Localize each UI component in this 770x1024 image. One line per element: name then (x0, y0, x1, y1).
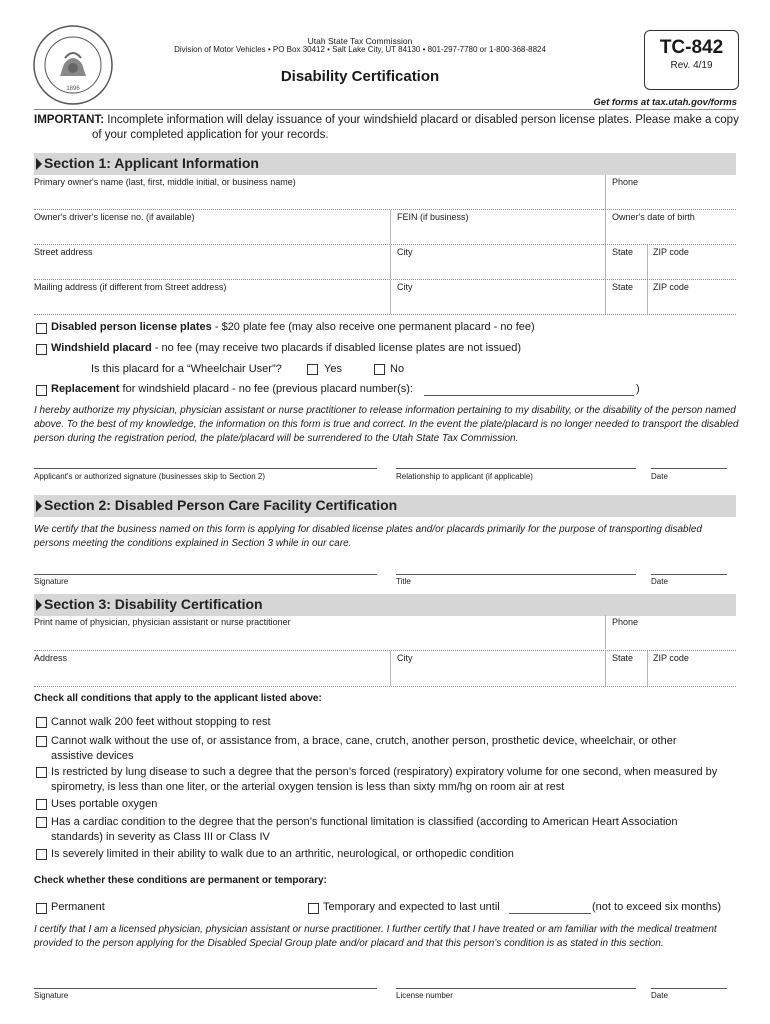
physician-date-label: Date (651, 991, 668, 1000)
condition-2-text: Cannot walk without the use of, or assistance from, a brace, cane, crutch, another person, prosthetic device, wheelchair, or other assistive devices (51, 735, 677, 762)
condition-6-checkbox[interactable] (36, 849, 47, 860)
physician-signature-line[interactable] (34, 988, 377, 989)
section-arrow-icon (36, 500, 42, 512)
phone-label: Phone (612, 177, 639, 187)
physician-state-input[interactable] (612, 668, 642, 682)
physician-date-line[interactable] (651, 988, 727, 989)
dob-input[interactable] (612, 227, 732, 241)
form-number-box (644, 30, 739, 90)
temporary-date-line[interactable] (509, 913, 591, 914)
physician-address-label: Address (34, 653, 68, 663)
agency-name: Utah State Tax Commission (307, 36, 413, 46)
replacement-option-bold: Replacement (51, 383, 120, 395)
section3-header (34, 594, 736, 616)
facility-signature-label: Signature (34, 577, 69, 586)
physician-phone-label: Phone (612, 617, 639, 627)
condition-6-text: Is severely limited in their ability to walk due to an arthritic, neurological, or orthopedic condition (51, 848, 514, 860)
section-arrow-icon (36, 158, 42, 170)
plates-option (51, 321, 535, 333)
facility-title-line[interactable] (396, 574, 636, 575)
mailing-input[interactable] (36, 297, 381, 311)
fein-label: FEIN (if business) (397, 212, 469, 222)
physician-name-input[interactable] (36, 632, 596, 646)
permanence-heading: Check whether these conditions are permanent or temporary: (34, 875, 327, 886)
permanent-label: Permanent (51, 901, 105, 913)
header-divider (34, 109, 736, 110)
wheelchair-no-checkbox[interactable] (374, 364, 385, 375)
get-forms-link[interactable]: Get forms at tax.utah.gov/forms (593, 97, 737, 108)
mailing-label: Mailing address (if different from Street address) (34, 282, 227, 292)
applicant-date-line[interactable] (651, 468, 727, 469)
state-input[interactable] (612, 262, 642, 276)
facility-certification-text: We certify that the business named on this form is applying for disabled license plates and/or placards primarily for the purpose of transporting disabled persons meeting the conditions explained in Section 3 while in our care. (34, 524, 702, 549)
condition-3-text: Is restricted by lung disease to such a degree that the person’s forced (respiratory) expiratory volume for one second, when measured by spirometry, is less than one liter, or the arterial oxygen tension is less than sixty mm/hg on room air at rest (51, 766, 718, 793)
temporary-label: Temporary and expected to last until (323, 901, 500, 913)
plates-checkbox[interactable] (36, 323, 47, 334)
zip2-input[interactable] (653, 297, 733, 311)
applicant-signature-line[interactable] (34, 468, 377, 469)
condition-1-text: Cannot walk 200 feet without stopping to rest (51, 716, 271, 728)
replacement-option (51, 383, 413, 395)
important-line2: of your completed application for your records. (92, 129, 329, 141)
physician-state-label: State (612, 653, 634, 663)
physician-phone-input[interactable] (612, 632, 732, 646)
condition-2-checkbox[interactable] (36, 736, 47, 747)
street-label: Street address (34, 247, 93, 257)
section1-header (34, 153, 736, 175)
condition-4-text: Uses portable oxygen (51, 798, 158, 810)
zip-label: ZIP code (653, 247, 689, 257)
facility-signature-line[interactable] (34, 574, 377, 575)
city-label: City (397, 247, 413, 257)
state-label: State (612, 247, 634, 257)
physician-zip-input[interactable] (653, 668, 733, 682)
facility-title-label: Title (396, 577, 411, 586)
owner-name-label: Primary owner's name (last, first, middle initial, or business name) (34, 177, 296, 187)
city2-input[interactable] (397, 297, 597, 311)
wheelchair-yes-label: Yes (324, 363, 342, 375)
physician-address-input[interactable] (36, 668, 381, 682)
applicant-signature-label: Applicant's or authorized signature (businesses skip to Section 2) (34, 472, 265, 481)
condition-1-checkbox[interactable] (36, 717, 47, 728)
condition-4-checkbox[interactable] (36, 799, 47, 810)
important-line1: Incomplete information will delay issuance of your windshield placard or disabled person license plates. Please make a copy (107, 114, 739, 126)
state-seal (32, 24, 114, 106)
important-notice (34, 113, 739, 143)
section-arrow-icon (36, 599, 42, 611)
fein-input[interactable] (397, 227, 597, 241)
city-input[interactable] (397, 262, 597, 276)
important-label: IMPORTANT: (34, 114, 105, 126)
state2-label: State (612, 282, 634, 292)
condition-3-checkbox[interactable] (36, 767, 47, 778)
replacement-paren: ) (636, 383, 640, 395)
license-no-input[interactable] (36, 227, 381, 241)
license-number-line[interactable] (396, 988, 636, 989)
form-title: Disability Certification (280, 68, 440, 85)
city2-label: City (397, 282, 413, 292)
authorization-text: I hereby authorize my physician, physician assistant or nurse practitioner to release information pertaining to my disability, or the disability of the person named above. To the best of my knowledge, the information on this form is true and correct. In the event the plate/placard is no longer needed to transport the disabled person during the registration period, the plate/placard will be surrendered to the Utah State Tax Commission. (34, 405, 739, 444)
state2-input[interactable] (612, 297, 642, 311)
form-number: TC-842 (659, 37, 724, 58)
placard-checkbox[interactable] (36, 344, 47, 355)
placard-option-rest: - no fee (may receive two placards if disabled license plates are not issued) (151, 342, 522, 354)
wheelchair-no-label: No (390, 363, 405, 375)
physician-zip-label: ZIP code (653, 653, 689, 663)
zip2-label: ZIP code (653, 282, 689, 292)
replacement-option-rest: for windshield placard - no fee (previous placard number(s): (119, 383, 413, 395)
wheelchair-question: Is this placard for a “Wheelchair User”? (91, 363, 282, 375)
dob-label: Owner's date of birth (612, 212, 695, 222)
license-no-label: Owner's driver's license no. (if available) (34, 212, 195, 222)
condition-5-text: Has a cardiac condition to the degree that the person’s functional limitation is classified (according to American Heart Association standards) in severity as Class III or Class IV (51, 816, 678, 843)
physician-name-label: Print name of physician, physician assistant or nurse practitioner (34, 617, 291, 627)
form-revision: Rev. 4/19 (670, 60, 713, 71)
condition-5-checkbox[interactable] (36, 817, 47, 828)
permanent-checkbox[interactable] (36, 903, 47, 914)
temporary-limit-note: (not to exceed six months) (592, 901, 722, 913)
section1-title: Section 1: Applicant Information (44, 155, 259, 171)
physician-city-input[interactable] (397, 668, 597, 682)
facility-date-line[interactable] (651, 574, 727, 575)
section3-title: Section 3: Disability Certification (44, 596, 263, 612)
conditions-heading: Check all conditions that apply to the applicant listed above: (34, 693, 322, 704)
placard-option-bold: Windshield placard (51, 342, 152, 354)
facility-date-label: Date (651, 577, 668, 586)
applicant-date-label: Date (651, 472, 668, 481)
relationship-line[interactable] (396, 468, 636, 469)
physician-signature-label: Signature (34, 991, 69, 1000)
street-input[interactable] (36, 262, 381, 276)
phone-input[interactable] (612, 192, 732, 206)
plates-option-rest: - $20 plate fee (may also receive one permanent placard - no fee) (211, 321, 535, 333)
wheelchair-yes-checkbox[interactable] (307, 364, 318, 375)
svg-text:1896: 1896 (66, 86, 80, 92)
section2-header (34, 495, 736, 517)
section2-title: Section 2: Disabled Person Care Facility Certification (44, 497, 398, 513)
relationship-label: Relationship to applicant (if applicable) (396, 472, 533, 481)
temporary-checkbox[interactable] (308, 903, 319, 914)
owner-name-input[interactable] (36, 192, 596, 206)
replacement-checkbox[interactable] (36, 385, 47, 396)
plates-option-bold: Disabled person license plates (51, 321, 212, 333)
zip-input[interactable] (653, 262, 733, 276)
physician-city-label: City (397, 653, 413, 663)
placard-option (51, 342, 521, 354)
license-number-label: License number (396, 991, 453, 1000)
placard-number-line[interactable] (424, 395, 634, 396)
physician-certification-text: I certify that I am a licensed physician, physician assistant or nurse practitioner. I further certify that I have treated or am familiar with the medical treatment provided to the person applying for the Disabled Special Group plate and/or placard and that this person’s condition is as stated in this section. (34, 924, 717, 949)
division-line: Division of Motor Vehicles • PO Box 30412 • Salt Lake City, UT 84130 • 801-297-7780 or 1-800-368-8824 (174, 45, 546, 54)
